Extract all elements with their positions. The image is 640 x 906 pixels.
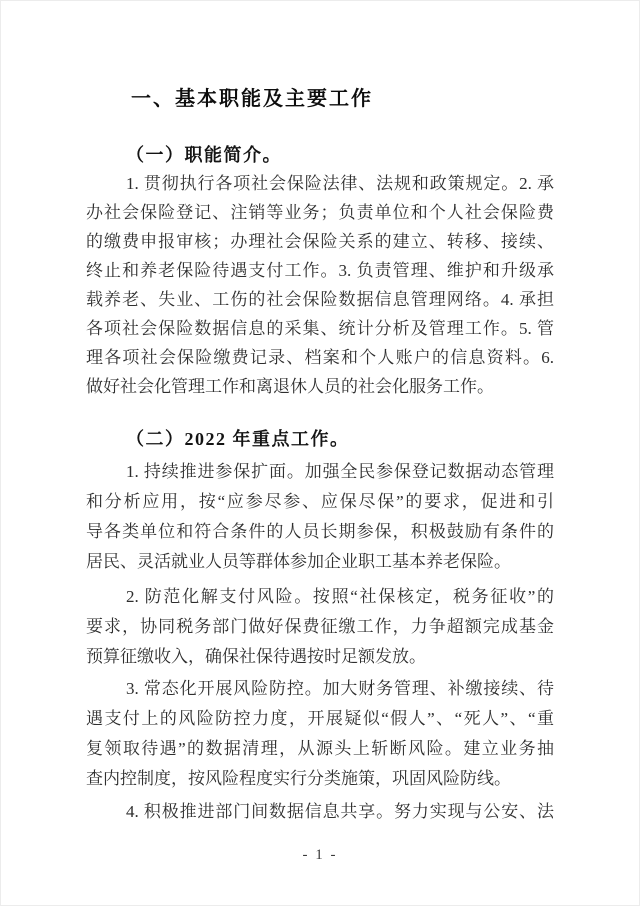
text-line: 查内控制度，按风险程度实行分类施策，巩固风险防线。 [86,769,511,788]
text-line: 2. 防范化解支付风险。按照“社保核定，税务征收”的 [126,587,554,606]
section-heading-1: （一）职能简介。 [126,145,282,165]
text-line: 导各类单位和符合条件的人员长期参保，积极鼓励有条件的 [86,522,554,541]
text-line: 做好社会化管理工作和离退休人员的社会化服务工作。 [86,377,494,396]
text-line: 载养老、失业、工伤的社会保险数据信息管理网络。4. 承担 [86,290,554,309]
text-line: 居民、灵活就业人员等群体参加企业职工基本养老保险。 [86,552,511,571]
text-line: 1. 持续推进参保扩面。加强全民参保登记数据动态管理 [126,462,554,481]
text-line: 理各项社会保险缴费记录、档案和个人账户的信息资料。6. [86,348,554,367]
text-line: 各项社会保险数据信息的采集、统计分析及管理工作。5. 管 [86,319,554,338]
text-line: 遇支付上的风险防控力度，开展疑似“假人”、“死人”、“重 [86,709,554,728]
page-number: - 1 - [302,847,338,863]
paragraph-keywork-4 [86,797,554,827]
paragraph-keywork-1 [86,457,554,577]
text-line: 要求，协同税务部门做好保费征缴工作，力争超额完成基金 [86,617,554,636]
paragraph-keywork-2 [86,582,554,672]
text-line: 4. 积极推进部门间数据信息共享。努力实现与公安、法 [126,802,554,821]
text-line: 的缴费申报审核；办理社会保险关系的建立、转移、接续、 [86,232,554,251]
document-title: 一、基本职能及主要工作 [131,88,373,110]
section-heading-2: （二）2022 年重点工作。 [126,429,350,449]
text-line: 办社会保险登记、注销等业务；负责单位和个人社会保险费 [86,203,554,222]
text-line: 预算征缴收入，确保社保待遇按时足额发放。 [86,647,426,666]
text-line: 复领取待遇”的数据清理，从源头上斩断风险。建立业务抽 [86,739,554,758]
text-line: 和分析应用，按“应参尽参、应保尽保”的要求，促进和引 [86,492,554,511]
paragraph-keywork-3 [86,674,554,794]
text-line: 终止和养老保险待遇支付工作。3. 负责管理、维护和升级承 [86,261,554,280]
text-line: 3. 常态化开展风险防控。加大财务管理、补缴接续、待 [126,679,554,698]
paragraph-functions [86,169,554,401]
text-line: 1. 贯彻执行各项社会保险法律、法规和政策规定。2. 承 [126,174,554,193]
